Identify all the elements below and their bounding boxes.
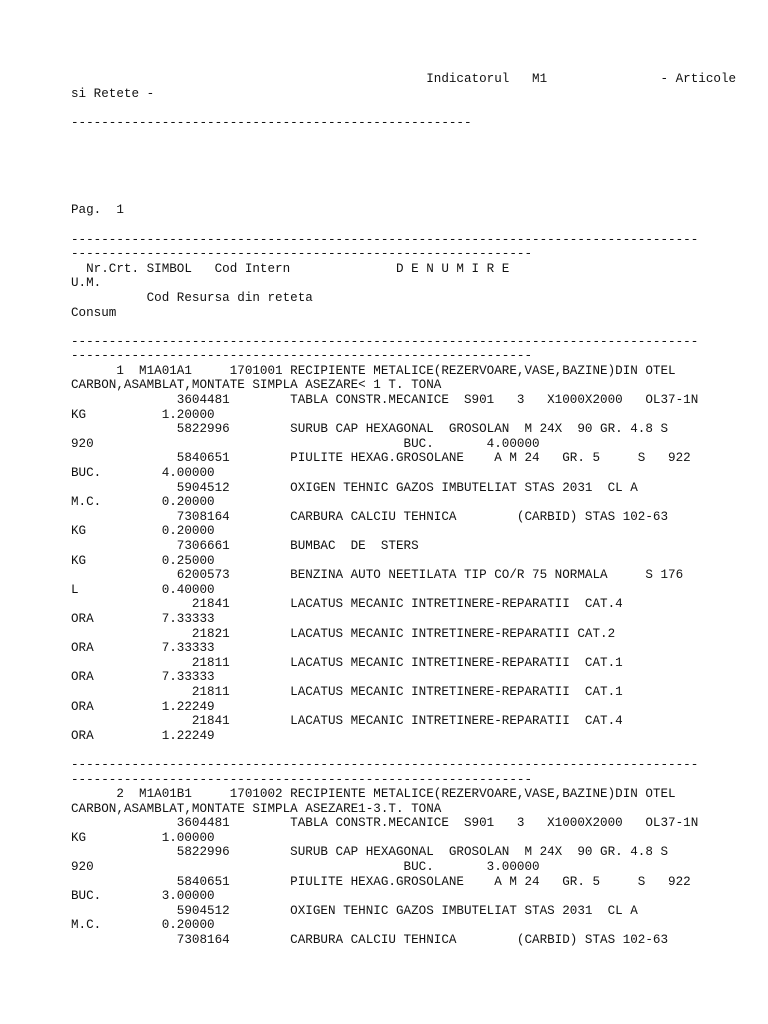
separator-rule-cont: -------------------------------------------------------------	[71, 349, 533, 364]
resource-quantity: L 0.40000	[71, 582, 215, 597]
resource-quantity: BUC. 4.00000	[71, 466, 215, 481]
resource-line: 7306661 BUMBAC DE STERS	[71, 539, 419, 553]
resource-line: 21811 LACATUS MECANIC INTRETINERE-REPARATII CAT.1	[71, 684, 623, 699]
separator-rule: -----------------------------------------------------------------------------------	[71, 334, 699, 349]
resource-quantity: ORA 7.33333	[71, 641, 215, 656]
resource-quantity: BUC. 3.00000	[71, 889, 215, 904]
resource-line: 21841 LACATUS MECANIC INTRETINERE-REPARATII CAT.4	[71, 714, 623, 729]
column-header: Nr.Crt. SIMBOL Cod Intern D E N U M I R E	[71, 261, 510, 276]
resource-line: 5904512 OXIGEN TEHNIC GAZOS IMBUTELIAT STAS 2031 CL A	[71, 903, 638, 918]
resource-quantity: M.C. 0.20000	[71, 918, 215, 933]
resource-quantity: 920 BUC. 4.00000	[71, 436, 540, 451]
header-title-cont: si Retete -	[71, 86, 155, 101]
separator-rule-cont: -------------------------------------------------------------	[71, 247, 533, 262]
resource-quantity: M.C. 0.20000	[71, 495, 215, 510]
separator-rule: -----------------------------------------------------------------------------------	[71, 757, 699, 772]
resource-line: 21811 LACATUS MECANIC INTRETINERE-REPARATII CAT.1	[71, 655, 623, 670]
resource-line: 5840651 PIULITE HEXAG.GROSOLANE A M 24 GR. 5 S 922	[71, 874, 691, 889]
document-page	[0, 72, 768, 948]
resource-quantity: ORA 7.33333	[71, 611, 215, 626]
resource-line: 7308164 CARBURA CALCIU TEHNICA (CARBID) STAS 102-63	[71, 933, 669, 948]
article-title-cont: CARBON,ASAMBLAT,MONTATE SIMPLA ASEZARE1-3.T. TONA	[71, 801, 442, 816]
resource-quantity: KG 0.25000	[71, 553, 215, 568]
column-header: Cod Resursa din reteta	[71, 290, 313, 305]
header-rule: -----------------------------------------------------	[71, 115, 472, 130]
resource-line: 5822996 SURUB CAP HEXAGONAL GROSOLAN M 24X 90 GR. 4.8 S	[71, 845, 669, 860]
resource-line: 5904512 OXIGEN TEHNIC GAZOS IMBUTELIAT STAS 2031 CL A	[71, 480, 638, 495]
resource-line: 3604481 TABLA CONSTR.MECANICE S901 3 X1000X2000 OL37-1N	[71, 816, 699, 831]
resource-quantity: 920 BUC. 3.00000	[71, 860, 540, 875]
resource-quantity: ORA 1.22249	[71, 728, 215, 743]
page-number: Pag. 1	[71, 203, 124, 218]
resource-quantity: KG 0.20000	[71, 524, 215, 539]
resource-line: 6200573 BENZINA AUTO NEETILATA TIP CO/R 75 NORMALA S 176	[71, 568, 684, 583]
article-title-cont: CARBON,ASAMBLAT,MONTATE SIMPLA ASEZARE< 1 T. TONA	[71, 378, 442, 393]
column-header: Consum	[71, 305, 117, 320]
resource-line: 5822996 SURUB CAP HEXAGONAL GROSOLAN M 24X 90 GR. 4.8 S	[71, 422, 669, 437]
article-title: 1 M1A01A1 1701001 RECIPIENTE METALICE(REZERVOARE,VASE,BAZINE)DIN OTEL	[71, 363, 676, 378]
resource-quantity: ORA 7.33333	[71, 670, 215, 685]
resource-line: 5840651 PIULITE HEXAG.GROSOLANE A M 24 GR. 5 S 922	[71, 451, 691, 466]
column-header: U.M.	[71, 276, 102, 291]
resource-quantity: ORA 1.22249	[71, 699, 215, 714]
separator-rule: -----------------------------------------------------------------------------------	[71, 232, 699, 247]
separator-rule-cont: -------------------------------------------------------------	[71, 772, 533, 787]
resource-line: 3604481 TABLA CONSTR.MECANICE S901 3 X1000X2000 OL37-1N	[71, 393, 699, 408]
article-title: 2 M1A01B1 1701002 RECIPIENTE METALICE(REZERVOARE,VASE,BAZINE)DIN OTEL	[71, 787, 676, 802]
resource-line: 21841 LACATUS MECANIC INTRETINERE-REPARATII CAT.4	[71, 597, 623, 612]
resource-quantity: KG 1.00000	[71, 830, 215, 845]
resource-line: 7308164 CARBURA CALCIU TEHNICA (CARBID) STAS 102-63	[71, 509, 669, 524]
articles-list	[0, 335, 768, 948]
header-title-line: Indicatorul M1 - Articole	[71, 72, 737, 86]
resource-line: 21821 LACATUS MECANIC INTRETINERE-REPARATII CAT.2	[71, 626, 616, 641]
resource-quantity: KG 1.20000	[71, 407, 215, 422]
